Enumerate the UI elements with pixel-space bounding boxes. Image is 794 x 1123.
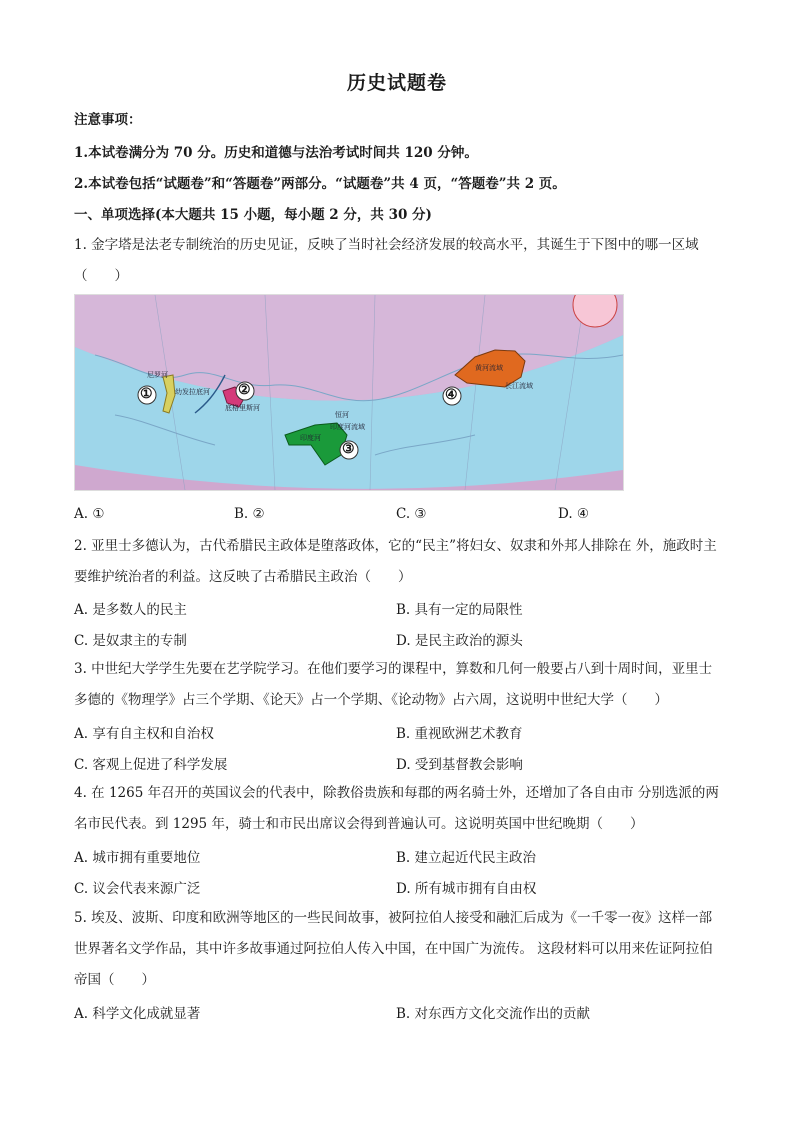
map-label-nile: 尼罗河 bbox=[147, 371, 168, 379]
map-marker-2: ② bbox=[238, 382, 251, 398]
q2-option-a[interactable]: A. 是多数人的民主 bbox=[74, 602, 187, 618]
map-marker-1: ① bbox=[140, 386, 153, 402]
section-heading: 一、单项选择(本大题共 15 小题，每小题 2 分，共 30 分) bbox=[74, 207, 432, 223]
map-label-ganges: 恒河 bbox=[335, 411, 349, 419]
q1-option-a[interactable]: A. ① bbox=[74, 506, 105, 522]
q2-option-c[interactable]: C. 是奴隶主的专制 bbox=[74, 633, 187, 649]
q4-option-a[interactable]: A. 城市拥有重要地位 bbox=[74, 850, 201, 866]
question-2-text: 2. 亚里士多德认为，古代希腊民主政体是堕落政体，它的“民主”将妇女、奴隶和外邦人排除在 外，施政时主要维护统治者的利益。这反映了古希腊民主政治（ ） bbox=[74, 538, 717, 585]
ancient-civilizations-map bbox=[74, 294, 624, 491]
map-label-yellow-river: 黄河流域 bbox=[475, 364, 503, 372]
q5-option-b[interactable]: B. 对东西方文化交流作出的贡献 bbox=[396, 1006, 591, 1022]
q3-option-d[interactable]: D. 受到基督教会影响 bbox=[396, 757, 523, 773]
q4-option-c[interactable]: C. 议会代表来源广泛 bbox=[74, 881, 201, 897]
map-marker-4: ④ bbox=[445, 387, 458, 403]
question-4-text: 4. 在 1265 年召开的英国议会的代表中，除教俗贵族和每郡的两名骑士外，还增加了各自由市 分别选派的两名市民代表。到 1295 年，骑士和市民出席议会得到普遍认可。这说明英国中世纪晚期（ ） bbox=[74, 785, 719, 832]
q3-option-a[interactable]: A. 享有自主权和自治权 bbox=[74, 726, 214, 742]
map-label-tigris: 幼发拉底河 bbox=[175, 388, 210, 396]
q1-option-d[interactable]: D. ④ bbox=[558, 506, 590, 522]
q2-option-d[interactable]: D. 是民主政治的源头 bbox=[396, 633, 523, 649]
q1-option-c[interactable]: C. ③ bbox=[396, 506, 427, 522]
q3-option-b[interactable]: B. 重视欧洲艺术教育 bbox=[396, 726, 523, 742]
map-label-indus-basin: 印度河流域 bbox=[330, 423, 365, 431]
q4-option-b[interactable]: B. 建立起近代民主政治 bbox=[396, 850, 537, 866]
map-label-euphrates: 底格里斯河 bbox=[225, 404, 260, 412]
map-label-yangtze: 长江流域 bbox=[505, 382, 533, 390]
map-label-indus: 印度河 bbox=[300, 434, 321, 442]
notice-item-2: 2.本试卷包括“试题卷”和“答题卷”两部分。“试题卷”共 4 页，“答题卷”共 2 页。 bbox=[74, 176, 566, 192]
q1-option-b[interactable]: B. ② bbox=[234, 506, 265, 522]
notice-heading: 注意事项： bbox=[74, 112, 142, 128]
q5-option-a[interactable]: A. 科学文化成就显著 bbox=[74, 1006, 201, 1022]
q2-option-b[interactable]: B. 具有一定的局限性 bbox=[396, 602, 523, 618]
page-title: 历史试题卷 bbox=[346, 72, 447, 94]
question-5-text: 5. 埃及、波斯、印度和欧洲等地区的一些民间故事，被阿拉伯人接受和融汇后成为《一千零一夜》这样一部世界著名文学作品，其中许多故事通过阿拉伯人传入中国，在中国广为流传。 这段材料可以用来佐证阿拉伯帝国（ ） bbox=[74, 910, 713, 988]
q3-option-c[interactable]: C. 客观上促进了科学发展 bbox=[74, 757, 228, 773]
q4-option-d[interactable]: D. 所有城市拥有自由权 bbox=[396, 881, 537, 897]
question-3-text: 3. 中世纪大学学生先要在艺学院学习。在他们要学习的课程中，算数和几何一般要占八到十周时间，亚里士多德的《物理学》占三个学期、《论天》占一个学期、《论动物》占六周，这说明中世纪大学（ ） bbox=[74, 661, 713, 708]
question-1-text: 1. 金字塔是法老专制统治的历史见证，反映了当时社会经济发展的较高水平，其诞生于下图中的哪一区域（ ） bbox=[74, 237, 699, 284]
map-graphic bbox=[75, 295, 623, 490]
map-marker-3: ③ bbox=[342, 441, 355, 457]
notice-item-1: 1.本试卷满分为 70 分。历史和道德与法治考试时间共 120 分钟。 bbox=[74, 145, 478, 161]
